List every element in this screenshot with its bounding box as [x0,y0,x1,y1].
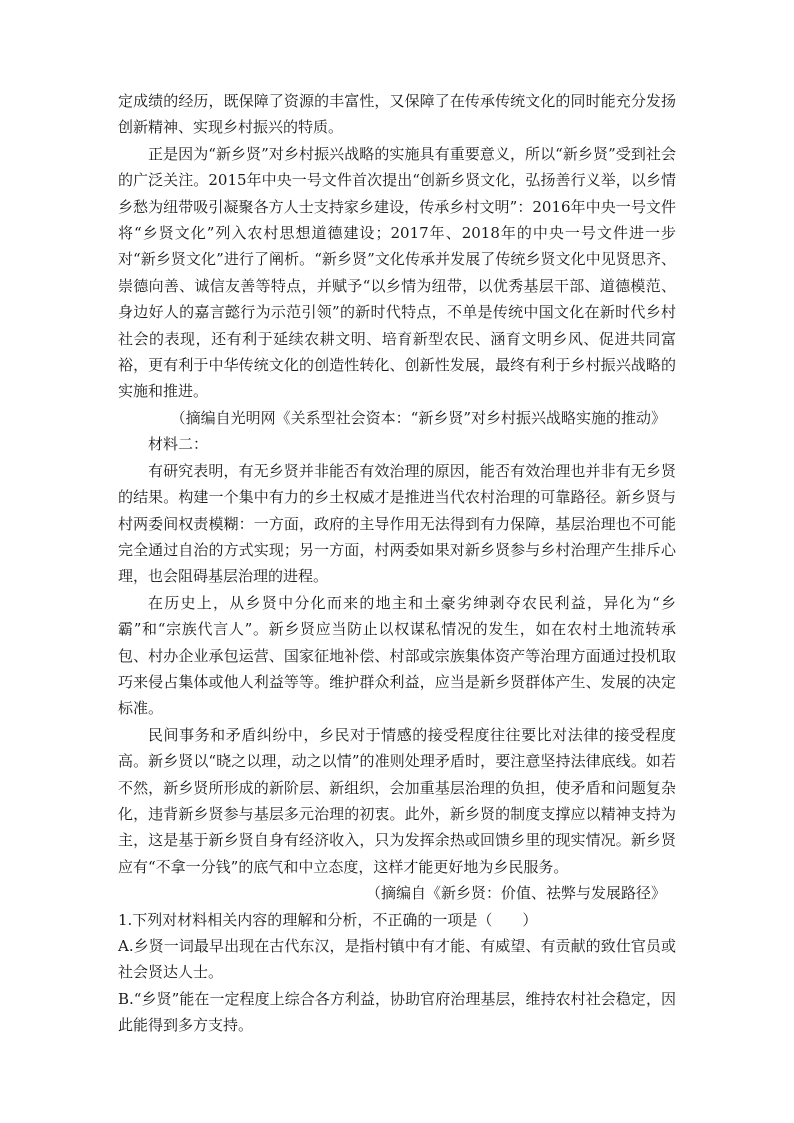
material2-paragraph-1: 有研究表明，有无乡贤并非能否有效治理的原因，能否有效治理也并非有无乡贤的结果。构建一个集中有力的乡土权威才是推进当代农村治理的可靠路径。新乡贤与村两委间权责模糊：一方面，政府的主导作用无法得到有力保障，基层治理也不可能完全通过自治的方式实现；另一方面，村两委如果对新乡贤参与乡村治理产生排斥心理，也会阻碍基层治理的进程。 [118,461,676,586]
material2-paragraph-2: 在历史上，从乡贤中分化而来的地主和土豪劣绅剥夺农民利益，异化为“乡霸”和“宗族代言人”。新乡贤应当防止以权谋私情况的发生，如在农村土地流转承包、村办企业承包运营、国家征地补偿、村部或宗族集体资产等治理方面通过投机取巧来侵占集体或他人利益等等。维护群众利益，应当是新乡贤群体产生、发展的决定标准。 [118,593,676,718]
question-stem: 1.下列对材料相关内容的理解和分析，不正确的一项是（ ） [118,910,538,929]
material1-source: （摘编自光明网《关系型社会资本：“新乡贤”对乡村振兴战略实施的推动》 [170,408,666,427]
material1-continuation: 定成绩的经历，既保障了资源的丰富性，又保障了在传承传统文化的同时能充分发扬创新精神、实现乡村振兴的特质。 [118,92,676,137]
material2-source: （摘编自《新乡贤：价值、祛弊与发展路径》 [365,884,666,903]
document-body [118,88,676,1039]
option-a: A.乡贤一词最早出现在古代东汉，是指村镇中有才能、有威望、有贡献的致仕官员或社会贤达人士。 [118,937,676,982]
material2-paragraph-3: 民间事务和矛盾纠纷中，乡民对于情感的接受程度往往要比对法律的接受程度高。新乡贤以“晓之以理，动之以情”的准则处理矛盾时，要注意坚持法律底线。如若不然，新乡贤所形成的新阶层、新组织，会加重基层治理的负担，使矛盾和问题复杂化，违背新乡贤参与基层多元治理的初衷。此外，新乡贤的制度支撑应以精神支持为主，这是基于新乡贤自身有经济收入，只为发挥余热或回馈乡里的现实情况。新乡贤应有“不拿一分钱”的底气和中立态度，这样才能更好地为乡民服务。 [118,725,676,876]
material2-heading: 材料二： [148,435,209,454]
material1-paragraph: 正是因为“新乡贤”对乡村振兴战略的实施具有重要意义，所以“新乡贤”受到社会的广泛关注。2015年中央一号文件首次提出“创新乡贤文化，弘扬善行义举，以乡情乡愁为纽带吸引凝聚各方人士支持家乡建设，传承乡村文明”：2016年中央一号文件将“乡贤文化”列入农村思想道德建设；2017年、2018年的中央一号文件进一步对“新乡贤文化”进行了阐析。“新乡贤”文化传承并发展了传统乡贤文化中见贤思齐、崇德向善、诚信友善等特点，并赋予“以乡情为纽带，以优秀基层干部、道德模范、身边好人的嘉言懿行为示范引领”的新时代特点，不单是传统中国文化在新时代乡村社会的表现，还有利于延续农耕文明、培育新型农民、涵育文明乡风、促进共同富裕，更有利于中华传统文化的创造性转化、创新性发展，最终有利于乡村振兴战略的实施和推进。 [118,144,676,401]
option-b: B.“乡贤”能在一定程度上综合各方利益，协助官府治理基层，维持农村社会稳定，因此能得到多方支持。 [118,989,676,1035]
